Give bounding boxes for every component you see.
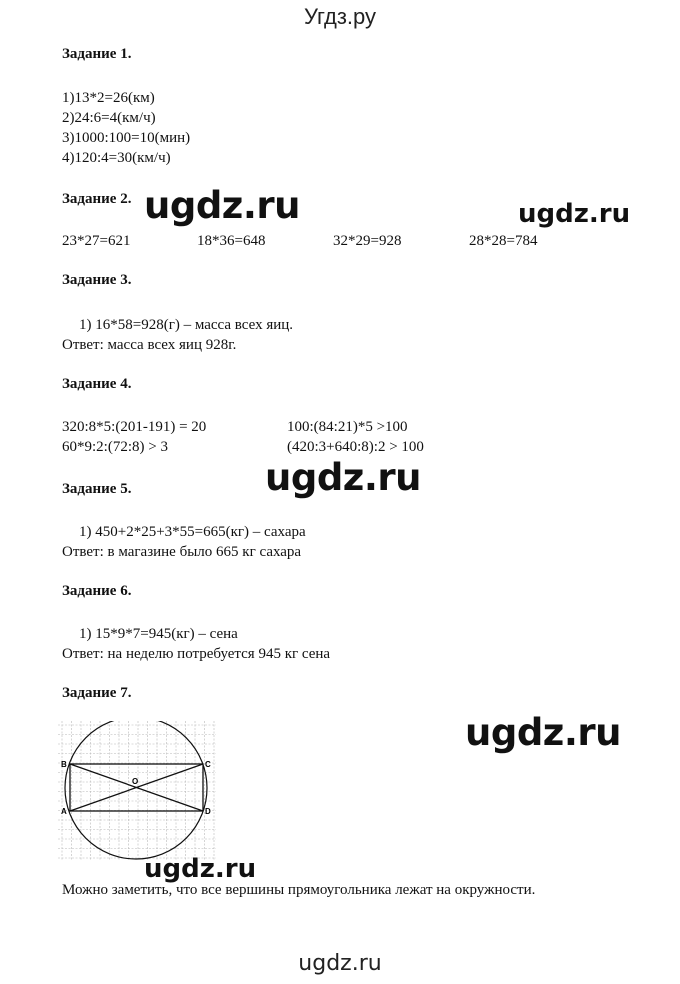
task-1-line-1: 1)13*2=26(км): [62, 90, 155, 106]
task-1-line-4: 4)120:4=30(км/ч): [62, 150, 171, 166]
task-1-line-3: 3)1000:100=10(мин): [62, 130, 191, 146]
task-4-title: Задание 4.: [62, 376, 132, 392]
task-7-title: Задание 7.: [62, 685, 132, 701]
label-d: D: [205, 807, 211, 816]
task-2-item-1: 23*27=621: [62, 233, 131, 249]
task-6-step: 1) 15*9*7=945(кг) – сена: [79, 626, 238, 642]
task-5-title: Задание 5.: [62, 481, 132, 497]
watermark-3: ugdz.ru: [265, 456, 421, 499]
task-4-right-1: 100:(84:21)*5 >100: [287, 419, 408, 435]
footer-watermark: ugdz.ru: [298, 951, 382, 976]
task-2-item-2: 18*36=648: [197, 233, 266, 249]
task-3-title: Задание 3.: [62, 272, 132, 288]
task-2-item-4: 28*28=784: [469, 233, 538, 249]
task-1-title: Задание 1.: [62, 46, 132, 62]
task-6-answer: Ответ: на неделю потребуется 945 кг сена: [62, 646, 331, 662]
task-2-item-3: 32*29=928: [333, 233, 402, 249]
label-b: B: [61, 760, 67, 769]
task-3-answer: Ответ: масса всех яиц 928г.: [62, 337, 237, 353]
task-5-answer: Ответ: в магазине было 665 кг сахара: [62, 544, 302, 560]
task-1-line-2: 2)24:6=4(км/ч): [62, 110, 156, 126]
circle-shape: [65, 721, 207, 859]
label-c: C: [205, 760, 211, 769]
task-3-step: 1) 16*58=928(г) – масса всех яиц.: [79, 317, 294, 333]
task-4-right-2: (420:3+640:8):2 > 100: [287, 439, 424, 455]
watermark-5: ugdz.ru: [144, 854, 257, 884]
watermark-2: ugdz.ru: [518, 199, 631, 229]
task-4-left-2: 60*9:2:(72:8) > 3: [62, 439, 168, 455]
label-a: A: [61, 807, 67, 816]
watermark-4: ugdz.ru: [465, 711, 621, 754]
rectangle-in-circle-figure: [58, 721, 218, 863]
task-6-title: Задание 6.: [62, 583, 132, 599]
task-4-left-1: 320:8*5:(201-191) = 20: [62, 419, 207, 435]
label-o: O: [132, 777, 139, 786]
task-5-step: 1) 450+2*25+3*55=665(кг) – сахара: [79, 524, 306, 540]
watermark-1: ugdz.ru: [144, 184, 300, 227]
task-2-title: Задание 2.: [62, 191, 132, 207]
task-7-conclusion: Можно заметить, что все вершины прямоугольника лежат на окружности.: [62, 882, 536, 898]
site-title: Угдз.ру: [303, 4, 377, 29]
